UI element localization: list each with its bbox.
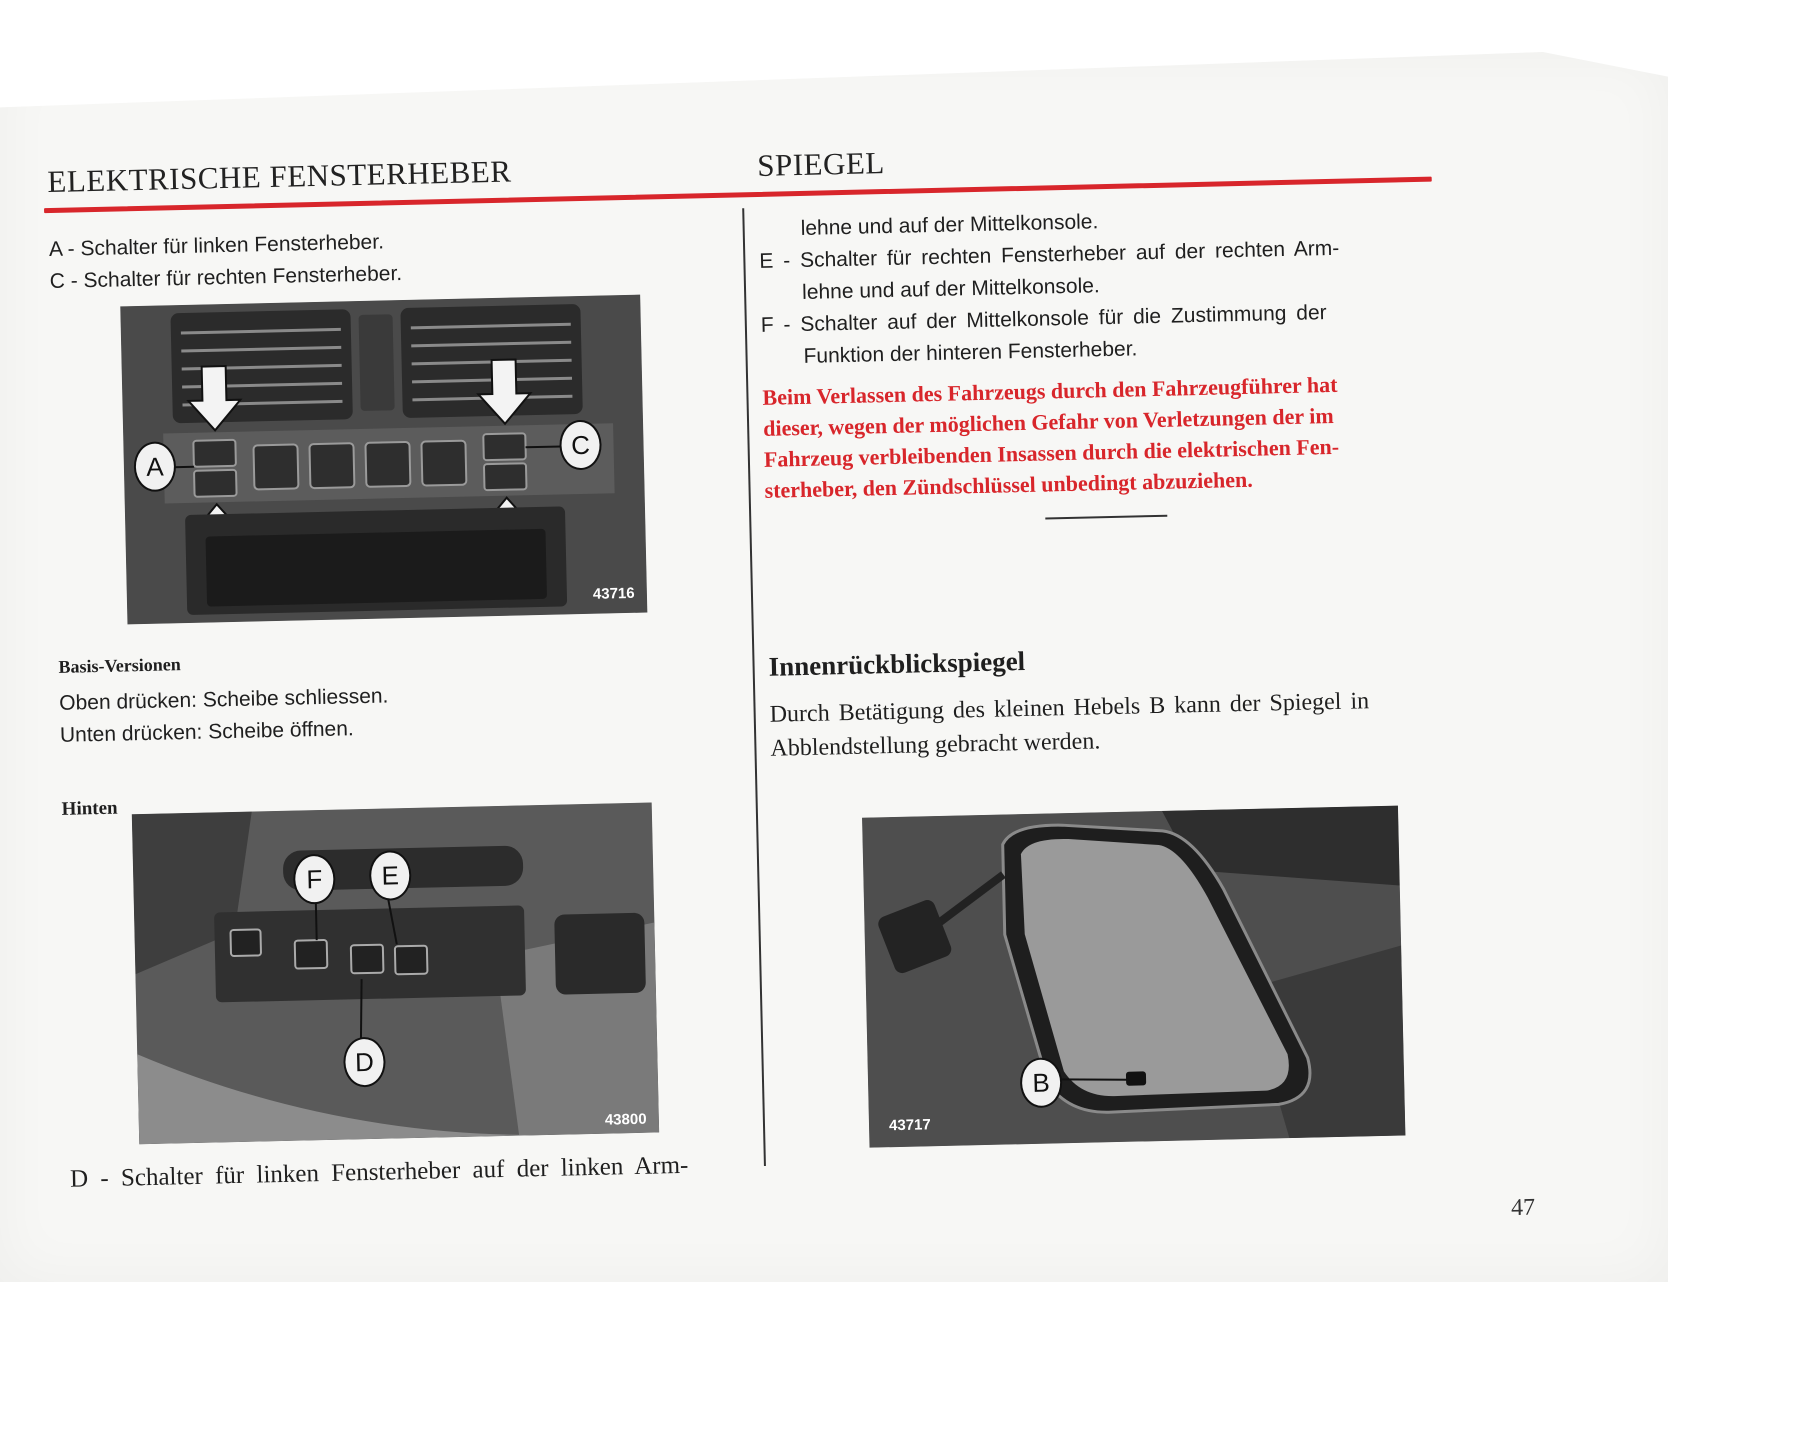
warning-line-2: dieser, wegen der möglichen Gefahr von Verletzungen der im — [762, 402, 1334, 441]
warning-line-4: sterheber, den Zündschlüssel unbedingt abzuziehen. — [764, 466, 1253, 503]
callout-e: E — [369, 850, 412, 901]
legend-d: D - Schalter für linken Fensterheber auf der linken Arm- — [69, 1151, 689, 1193]
mirror-heading: Innenrückblickspiegel — [768, 645, 1026, 682]
warning-line-3: Fahrzeug verbleibenden Insassen durch die elektrischen Fen- — [763, 433, 1340, 472]
left-section-header: ELEKTRISCHE FENSTERHEBER — [47, 153, 512, 200]
basis-line-open: Unten drücken: Scheibe öffnen. — [59, 717, 354, 747]
figure-window-switches — [120, 295, 647, 625]
figure-console-switches — [132, 802, 659, 1144]
hinten-heading: Hinten — [61, 797, 118, 820]
legend-e-line2: lehne und auf der Mittelkonsole. — [801, 274, 1101, 304]
legend-f-line2: Funktion der hinteren Fensterheber. — [803, 337, 1138, 368]
warning-line-1: Beim Verlassen des Fahrzeugs durch den Fahrzeugführer hat — [762, 371, 1338, 410]
section-divider — [1045, 515, 1167, 520]
callout-d: D — [343, 1037, 386, 1088]
figure-number: 43717 — [888, 1116, 931, 1135]
basis-line-close: Oben drücken: Scheibe schliessen. — [58, 684, 389, 715]
legend-e-line1: E - Schalter für rechten Fensterheber auf der rechten Arm- — [759, 236, 1340, 273]
callout-b: B — [1020, 1057, 1063, 1108]
legend-a: A - Schalter für linken Fensterheber. — [48, 230, 385, 262]
figure-rearview-mirror — [862, 806, 1405, 1148]
callout-a: A — [133, 441, 176, 492]
legend-d-continued: lehne und auf der Mittelkonsole. — [800, 210, 1099, 240]
mirror-illustration — [862, 806, 1405, 1148]
mirror-text-line1: Durch Betätigung des kleinen Hebels B kann der Spiegel in — [769, 688, 1370, 728]
figure-number: 43800 — [604, 1110, 647, 1129]
right-section-header: SPIEGEL — [756, 145, 886, 183]
figure-number: 43716 — [592, 584, 635, 603]
legend-f-line1: F - Schalter auf der Mittelkonsole für die Zustimmung der — [760, 301, 1327, 337]
safety-warning — [762, 366, 1460, 506]
basis-versions-heading: Basis-Versionen — [58, 654, 181, 677]
mirror-text-line2: Abblendstellung gebracht werden. — [770, 728, 1101, 762]
callout-c: C — [559, 420, 602, 471]
column-divider — [742, 208, 766, 1166]
legend-c: C - Schalter für rechten Fensterheber. — [49, 262, 403, 294]
callout-f: F — [293, 854, 336, 905]
page-number: 47 — [1510, 1194, 1536, 1222]
